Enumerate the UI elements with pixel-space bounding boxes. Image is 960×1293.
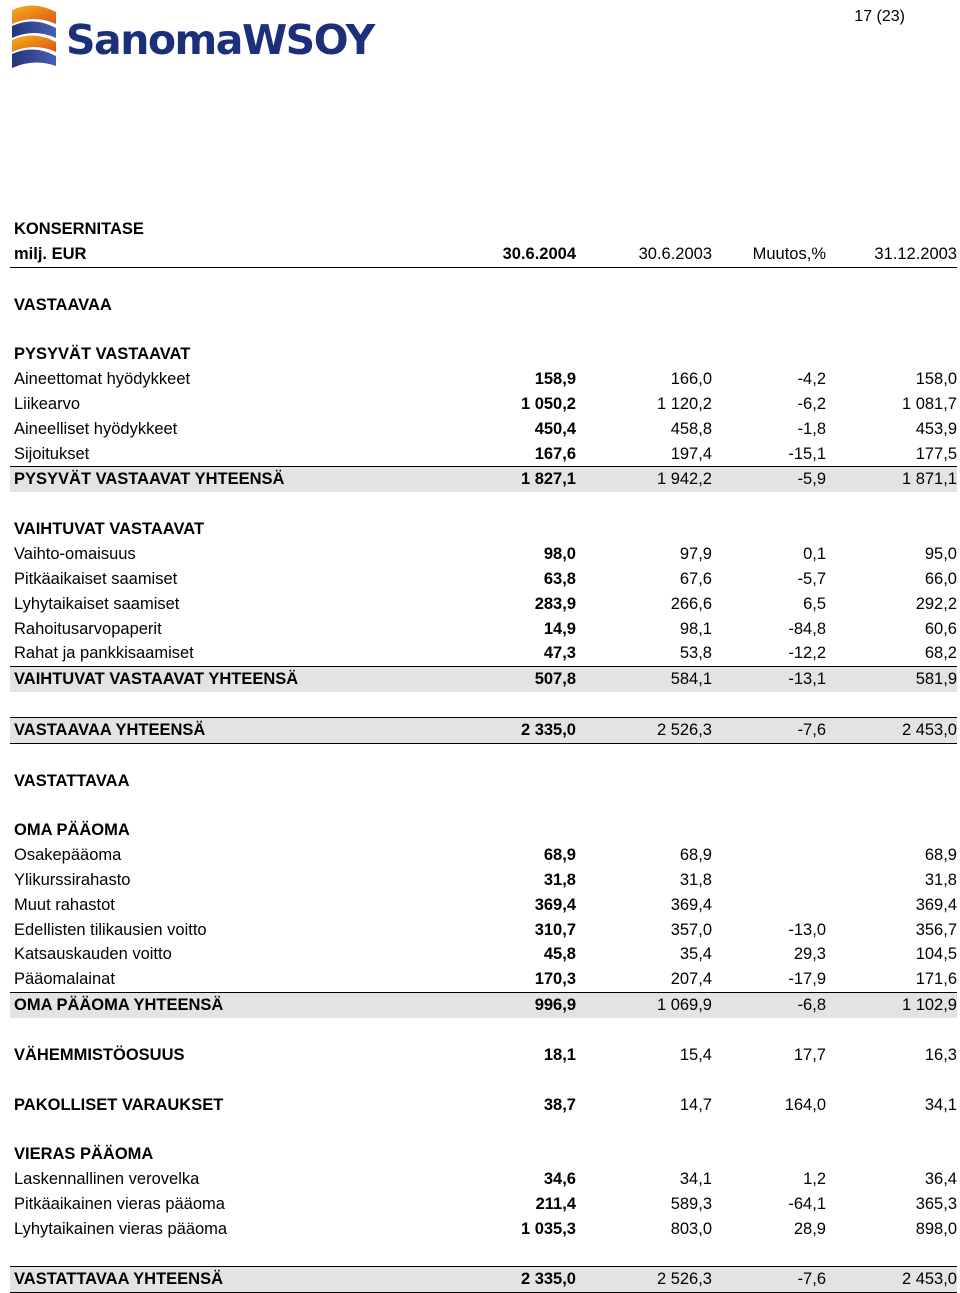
row-label: OMA PÄÄOMA [14, 821, 130, 840]
row-value: 63,8 [543, 569, 576, 588]
table-row [10, 717, 957, 744]
table-row [10, 442, 957, 467]
row-value: 68,9 [924, 846, 957, 865]
row-value: 45,8 [543, 945, 576, 964]
table-row [10, 567, 957, 592]
row-value: 53,8 [679, 644, 712, 663]
row-value: 66,0 [924, 569, 957, 588]
row-value: 98,0 [543, 544, 576, 563]
row-label: PAKOLLISET VARAUKSET [14, 1095, 224, 1114]
row-value: 14,7 [679, 1095, 712, 1114]
table-row [10, 542, 957, 567]
row-value: 95,0 [924, 544, 957, 563]
row-value: 34,1 [924, 1095, 957, 1114]
table-row [10, 1167, 957, 1192]
spacer-row [10, 1242, 957, 1267]
row-value: 283,9 [534, 594, 576, 613]
row-value: 450,4 [534, 419, 576, 438]
row-value: 158,0 [915, 370, 957, 389]
row-value: 356,7 [915, 920, 957, 939]
row-value: -5,7 [797, 569, 826, 588]
table-row [10, 592, 957, 617]
row-value: 207,4 [670, 970, 712, 989]
row-value: 177,5 [915, 444, 957, 463]
row-value: 2 453,0 [901, 1270, 957, 1289]
table-row [10, 1217, 957, 1242]
row-value: 18,1 [543, 1045, 576, 1064]
spacer-row [10, 793, 957, 818]
row-label: VASTAAVAA YHTEENSÄ [14, 720, 206, 739]
row-value: 365,3 [915, 1194, 957, 1213]
table-row [10, 769, 957, 794]
row-value: 803,0 [670, 1219, 712, 1238]
spacer-row [10, 1068, 957, 1093]
table-row [10, 367, 957, 392]
row-label: Laskennallinen verovelka [14, 1170, 200, 1189]
table-row [10, 918, 957, 943]
row-value: 104,5 [915, 945, 957, 964]
row-value: 6,5 [803, 594, 826, 613]
row-value: 60,6 [924, 619, 957, 638]
row-label: VÄHEMMISTÖOSUUS [14, 1045, 185, 1064]
column-header: Muutos,% [752, 244, 826, 263]
row-value: 98,1 [679, 619, 712, 638]
row-label: Aineelliset hyödykkeet [14, 419, 178, 438]
row-value: 2 335,0 [520, 720, 576, 739]
row-value: 35,4 [679, 945, 712, 964]
spacer-row [10, 317, 957, 342]
row-value: 369,4 [534, 895, 576, 914]
table-row [10, 466, 957, 492]
row-value: 458,8 [670, 419, 712, 438]
table-row [10, 641, 957, 666]
row-value: 898,0 [915, 1219, 957, 1238]
row-value: 292,2 [915, 594, 957, 613]
row-label: Vaihto-omaisuus [14, 544, 136, 563]
row-value: 166,0 [670, 370, 712, 389]
row-value: 67,6 [679, 569, 712, 588]
row-value: -7,6 [797, 720, 826, 739]
row-value: 1 120,2 [656, 394, 712, 413]
row-value: -12,2 [788, 644, 826, 663]
row-value: -84,8 [788, 619, 826, 638]
row-value: -5,9 [797, 470, 826, 489]
row-label: Pääomalainat [14, 970, 115, 989]
page-number: 17 (23) [854, 8, 905, 25]
row-label: Lyhytaikainen vieras pääoma [14, 1219, 228, 1238]
table-row [10, 1142, 957, 1167]
row-value: 171,6 [915, 970, 957, 989]
row-value: 1 069,9 [656, 996, 712, 1015]
row-value: 14,9 [543, 619, 576, 638]
row-value: 996,9 [534, 996, 576, 1015]
spacer-row [10, 692, 957, 717]
table-row [10, 942, 957, 967]
row-value: 453,9 [915, 419, 957, 438]
table-row [10, 1043, 957, 1068]
row-value: 507,8 [534, 670, 576, 689]
row-value: -6,8 [797, 996, 826, 1015]
row-label: Osakepääoma [14, 846, 122, 865]
row-label: VAIHTUVAT VASTAAVAT [14, 520, 205, 539]
row-value: 197,4 [670, 444, 712, 463]
row-value: 266,6 [670, 594, 712, 613]
logo-emblem-icon [4, 2, 64, 72]
table-row [10, 666, 957, 692]
row-value: 1 871,1 [901, 470, 957, 489]
row-value: 0,1 [803, 544, 826, 563]
table-row [10, 1192, 957, 1217]
row-value: 1,2 [803, 1170, 826, 1189]
row-value: 31,8 [924, 870, 957, 889]
column-header: 31.12.2003 [874, 244, 957, 263]
row-value: 1 050,2 [520, 394, 576, 413]
row-value: -4,2 [797, 370, 826, 389]
row-value: -15,1 [788, 444, 826, 463]
row-value: 1 035,3 [520, 1219, 576, 1238]
table-row [10, 1266, 957, 1293]
logo-wordmark: SanomaWSOY [66, 16, 374, 64]
row-value: 1 942,2 [656, 470, 712, 489]
spacer-row [10, 744, 957, 769]
table-row [10, 893, 957, 918]
spacer-row [10, 1018, 957, 1043]
row-label: Pitkäaikaiset saamiset [14, 569, 178, 588]
table-row [10, 417, 957, 442]
row-value: 589,3 [670, 1194, 712, 1213]
row-value: 15,4 [679, 1045, 712, 1064]
row-value: 28,9 [793, 1219, 826, 1238]
row-value: 581,9 [915, 670, 957, 689]
row-label: Katsauskauden voitto [14, 945, 172, 964]
row-value: 357,0 [670, 920, 712, 939]
balance-sheet-table [10, 217, 957, 1293]
row-label: Muut rahastot [14, 895, 115, 914]
table-row [10, 818, 957, 843]
row-value: -64,1 [788, 1194, 826, 1213]
row-value: 1 827,1 [520, 470, 576, 489]
row-value: -7,6 [797, 1270, 826, 1289]
row-value: -6,2 [797, 394, 826, 413]
row-value: -13,0 [788, 920, 826, 939]
unit-label: milj. EUR [14, 244, 87, 263]
table-row [10, 517, 957, 542]
row-label: Aineettomat hyödykkeet [14, 370, 191, 389]
row-label: OMA PÄÄOMA YHTEENSÄ [14, 996, 224, 1015]
row-value: 584,1 [670, 670, 712, 689]
row-value: 211,4 [535, 1194, 576, 1213]
row-value: 2 453,0 [901, 720, 957, 739]
row-label: Edellisten tilikausien voitto [14, 920, 207, 939]
row-label: Lyhytaikaiset saamiset [14, 594, 180, 613]
table-row [10, 293, 957, 318]
row-label: VASTATTAVAA [14, 771, 130, 790]
row-value: 158,9 [534, 370, 576, 389]
row-value: 2 526,3 [656, 1270, 712, 1289]
column-header: 30.6.2004 [502, 244, 576, 263]
spacer-row [10, 1117, 957, 1142]
row-value: 36,4 [924, 1170, 957, 1189]
row-value: 1 102,9 [901, 996, 957, 1015]
row-value: 170,3 [534, 970, 576, 989]
row-label: VIERAS PÄÄOMA [14, 1145, 154, 1164]
table-row [10, 967, 957, 992]
row-value: 31,8 [679, 870, 712, 889]
table-title-row [10, 217, 957, 242]
table-row [10, 843, 957, 868]
row-label: Ylikurssirahasto [14, 870, 131, 889]
row-label: Sijoitukset [14, 444, 90, 463]
row-value: 68,9 [543, 846, 576, 865]
column-header: 30.6.2003 [638, 244, 712, 263]
row-value: 31,8 [543, 870, 576, 889]
table-row [10, 1093, 957, 1118]
row-label: PYSYVÄT VASTAAVAT YHTEENSÄ [14, 470, 285, 489]
row-label: PYSYVÄT VASTAAVAT [14, 345, 191, 364]
row-value: 310,7 [534, 920, 576, 939]
row-label: VAIHTUVAT VASTAAVAT YHTEENSÄ [14, 670, 299, 689]
row-value: 167,6 [534, 444, 576, 463]
row-value: 2 526,3 [656, 720, 712, 739]
row-value: 68,9 [679, 846, 712, 865]
table-row [10, 392, 957, 417]
row-value: -1,8 [797, 419, 826, 438]
row-value: 34,1 [679, 1170, 712, 1189]
row-label: Liikearvo [14, 394, 81, 413]
row-value: 17,7 [793, 1045, 826, 1064]
row-label: Pitkäaikainen vieras pääoma [14, 1194, 225, 1213]
table-title: KONSERNITASE [14, 220, 144, 238]
row-value: 2 335,0 [520, 1270, 576, 1289]
spacer-row [10, 492, 957, 517]
table-row [10, 342, 957, 367]
sanomawsoy-logo [4, 2, 374, 74]
spacer-row [10, 268, 957, 293]
row-value: 369,4 [670, 895, 712, 914]
table-row [10, 992, 957, 1018]
row-value: -17,9 [788, 970, 826, 989]
row-value: 38,7 [543, 1095, 576, 1114]
row-value: 164,0 [784, 1095, 826, 1114]
row-label: VASTAAVAA [14, 295, 112, 314]
row-value: 34,6 [543, 1170, 576, 1189]
row-value: -13,1 [788, 670, 826, 689]
table-row [10, 868, 957, 893]
row-value: 29,3 [793, 945, 826, 964]
row-value: 47,3 [543, 644, 576, 663]
row-value: 68,2 [924, 644, 957, 663]
row-label: VASTATTAVAA YHTEENSÄ [14, 1270, 224, 1289]
table-header-row [10, 242, 957, 268]
table-row [10, 617, 957, 642]
row-value: 16,3 [924, 1045, 957, 1064]
row-value: 1 081,7 [901, 394, 957, 413]
row-label: Rahoitusarvopaperit [14, 619, 162, 638]
row-label: Rahat ja pankkisaamiset [14, 644, 194, 663]
row-value: 369,4 [915, 895, 957, 914]
row-value: 97,9 [679, 544, 712, 563]
